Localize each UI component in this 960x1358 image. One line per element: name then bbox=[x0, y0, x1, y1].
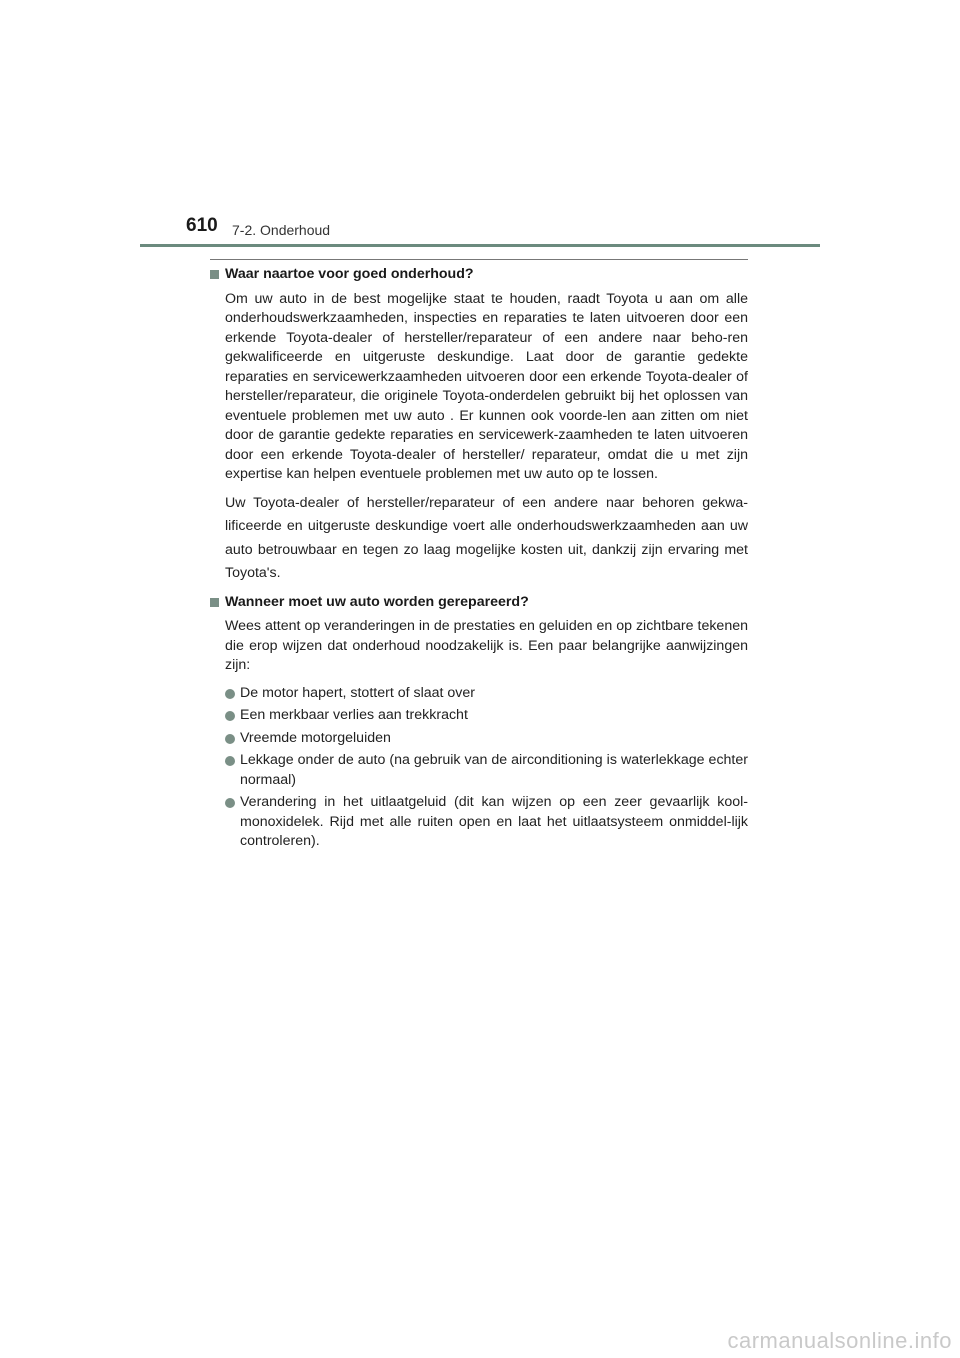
list-item bbox=[225, 729, 748, 749]
square-bullet-icon bbox=[210, 270, 219, 279]
paragraph: Uw Toyota-dealer of hersteller/reparateur of een andere naar behoren gekwa-lificeerde en uitgeruste deskundige voert alle onderhoudswerkzaamheden aan uw auto betrouwbaar en tegen zo laag mogelijke kosten uit, dankzij zijn ervaring met Toyota's. bbox=[225, 494, 748, 581]
list-item bbox=[225, 706, 748, 726]
heading-text: Waar naartoe voor goed onderhoud? bbox=[225, 266, 474, 282]
circle-bullet-icon bbox=[225, 734, 235, 744]
circle-bullet-icon bbox=[225, 798, 235, 808]
list-item bbox=[225, 684, 748, 704]
list-item-text: Vreemde motorgeluiden bbox=[240, 729, 391, 746]
list-item bbox=[225, 793, 748, 852]
circle-bullet-icon bbox=[225, 756, 235, 766]
paragraph: Wees attent op veranderingen in de prestaties en geluiden en op zichtbare tekenen die erop wijzen dat onderhoud noodzakelijk is. Een paar belangrijke aanwijzingen zijn: bbox=[225, 618, 748, 673]
section-title: 7-2. Onderhoud bbox=[232, 222, 331, 238]
paragraph: Om uw auto in de best mogelijke staat te houden, raadt Toyota u aan om alle onderhoudswerkzaamheden, inspecties en reparaties te laten uitvoeren door een erkende Toyota-dealer of hersteller/reparateur of een andere naar beho-ren gekwalificeerde en uitgeruste deskundige. Laat door de garantie gedekte reparaties en servicewerkzaamheden uitvoeren door een erkende Toyota-dealer of hersteller/reparateur, die originele Toyota-onderdelen gebruikt bij het oplossen van eventuele problemen met uw auto . Er kunnen ook voorde-len aan zitten om niet door de garantie gedekte reparaties en servicewerk-zaamheden te laten uitvoeren door een erkende Toyota-dealer of hersteller/ reparateur, omdat die u met zijn expertise kan helpen eventuele problemen met uw auto op te lossen. bbox=[225, 290, 748, 482]
page-content bbox=[210, 265, 748, 855]
list-item-text: Een merkbaar verlies aan trekkracht bbox=[240, 707, 468, 723]
section-heading-repair-timing bbox=[210, 593, 748, 613]
page-number: 610 bbox=[186, 215, 218, 236]
list-item-text: Lekkage onder de auto (na gebruik van de airconditioning is waterlekkage echter normaal) bbox=[240, 752, 748, 788]
watermark: carmanualsonline.info bbox=[727, 1328, 952, 1353]
list-item-text: De motor hapert, stottert of slaat over bbox=[240, 684, 475, 701]
circle-bullet-icon bbox=[225, 689, 235, 699]
content-divider bbox=[210, 259, 748, 260]
list-item-text: Verandering in het uitlaatgeluid (dit kan wijzen op een zeer gevaarlijk kool-monoxidelek. Rijd met alle ruiten open en laat het uitlaatsysteem onmiddel-lijk controleren). bbox=[240, 794, 748, 849]
list-item bbox=[225, 751, 748, 790]
header-divider bbox=[140, 244, 820, 247]
square-bullet-icon bbox=[210, 598, 219, 607]
section-heading-maintenance-location bbox=[210, 265, 748, 285]
heading-text: Wanneer moet uw auto worden gerepareerd? bbox=[225, 593, 529, 610]
circle-bullet-icon bbox=[225, 711, 235, 721]
